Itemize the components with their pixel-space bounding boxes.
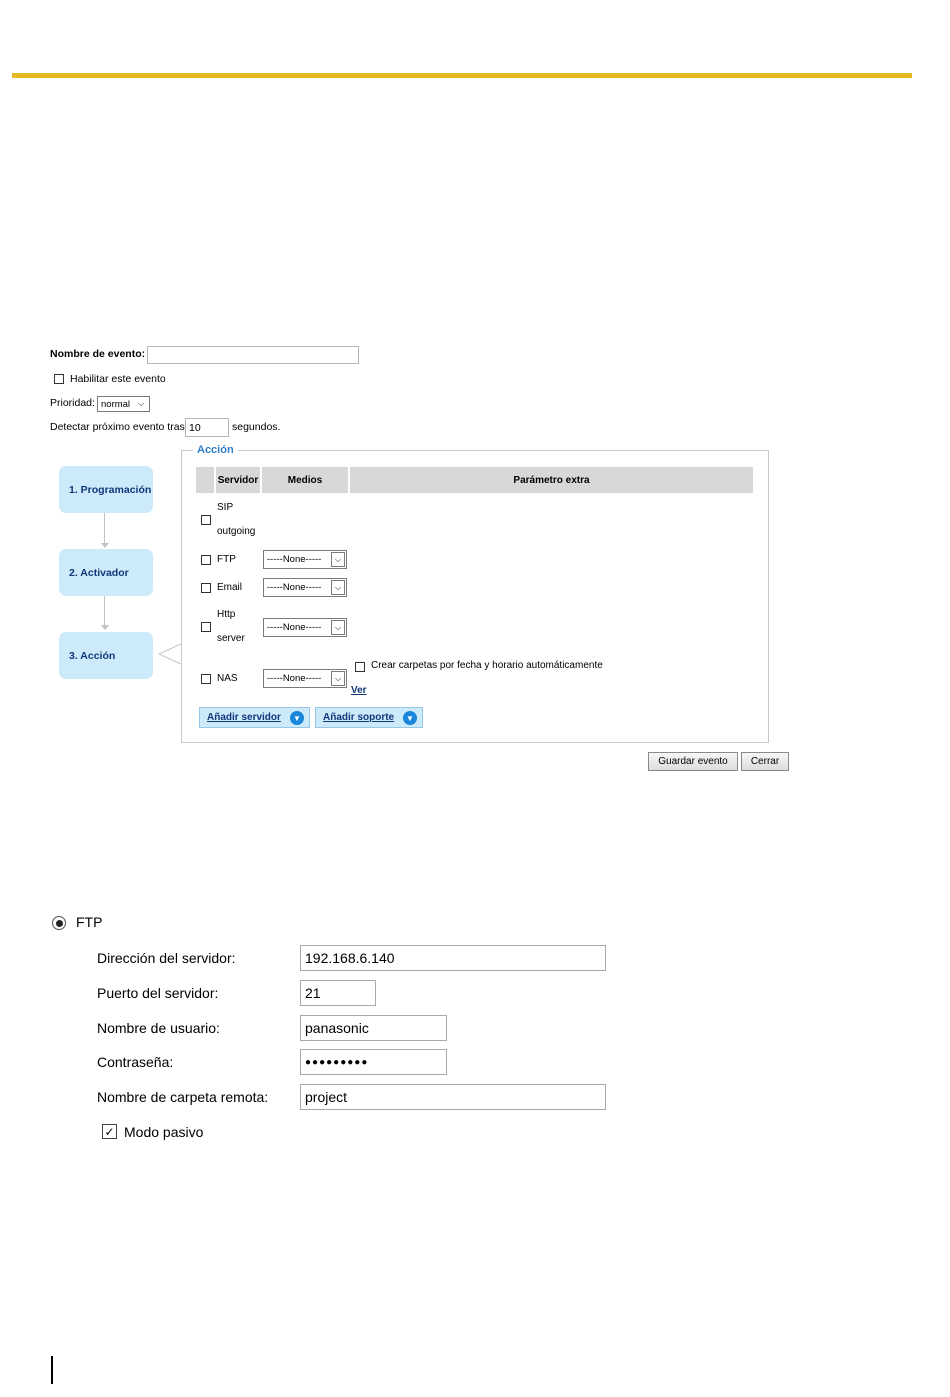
header-media: Medios <box>287 474 323 486</box>
server-checkbox-email[interactable] <box>201 583 211 593</box>
server-label: FTP <box>217 554 236 565</box>
media-select-ftp[interactable] <box>263 550 347 569</box>
username-input[interactable]: panasonic <box>300 1015 447 1041</box>
header-accent-bar <box>12 73 912 78</box>
server-checkbox-sip[interactable] <box>201 515 211 525</box>
add-media-button[interactable] <box>315 707 423 728</box>
step-connector <box>104 596 105 625</box>
server-label: Http <box>217 609 236 620</box>
arrow-down-icon <box>101 543 109 548</box>
media-select-value: -----None----- <box>267 582 322 593</box>
step-schedule[interactable]: 1. Programación <box>59 466 153 513</box>
detect-prefix-label: Detectar próximo evento tras <box>50 421 185 433</box>
password-input[interactable]: ●●●●●●●●● <box>300 1049 447 1075</box>
page-margin-rule <box>51 1356 53 1384</box>
detect-suffix-label: segundos. <box>232 421 281 433</box>
add-server-button[interactable] <box>199 707 310 728</box>
server-label: Email <box>217 582 243 593</box>
chevron-down-circle-icon: ▼ <box>290 711 304 725</box>
ftp-radio-label: FTP <box>76 914 103 930</box>
media-select-nas[interactable] <box>263 669 347 688</box>
enable-event-label: Habilitar este evento <box>70 373 166 385</box>
add-media-label: Añadir soporte <box>323 712 395 723</box>
priority-value: normal <box>101 398 131 410</box>
media-select-value: -----None----- <box>267 622 322 633</box>
server-port-label: Puerto del servidor: <box>97 985 219 1001</box>
event-name-label: Nombre de evento: <box>50 348 146 360</box>
passive-mode-checkbox[interactable] <box>102 1124 117 1139</box>
server-checkbox-ftp[interactable] <box>201 555 211 565</box>
header-server: Servidor <box>217 474 259 486</box>
step-trigger[interactable]: 2. Activador <box>59 549 153 596</box>
save-event-button[interactable]: Guardar evento <box>648 752 738 771</box>
media-select-http[interactable] <box>263 618 347 637</box>
step-connector <box>104 513 105 543</box>
create-folders-label: Crear carpetas por fecha y horario automáticamente <box>371 660 603 671</box>
step-action[interactable]: 3. Acción <box>59 632 153 679</box>
media-select-email[interactable] <box>263 578 347 597</box>
server-label: outgoing <box>217 526 256 537</box>
create-folders-checkbox[interactable] <box>355 662 365 672</box>
server-checkbox-http[interactable] <box>201 622 211 632</box>
chevron-down-circle-icon: ▼ <box>403 711 417 725</box>
server-label: SIP <box>217 502 234 513</box>
add-server-label: Añadir servidor <box>207 712 281 723</box>
username-label: Nombre de usuario: <box>97 1020 220 1036</box>
close-button[interactable]: Cerrar <box>741 752 789 771</box>
enable-event-checkbox[interactable] <box>54 374 64 384</box>
password-label: Contraseña: <box>97 1054 174 1070</box>
ftp-radio[interactable] <box>52 916 66 930</box>
chevron-down-icon: ⌵ <box>331 580 345 595</box>
remote-folder-label: Nombre de carpeta remota: <box>97 1089 269 1105</box>
passive-mode-label: Modo pasivo <box>124 1124 204 1140</box>
server-label: server <box>217 633 245 644</box>
remote-folder-input[interactable]: project <box>300 1084 606 1110</box>
checkmark-icon: ✓ <box>104 1124 115 1139</box>
chevron-down-icon: ⌵ <box>134 398 148 410</box>
media-select-value: -----None----- <box>267 673 322 684</box>
chevron-down-icon: ⌵ <box>331 552 345 567</box>
chevron-down-icon: ⌵ <box>331 671 345 686</box>
server-checkbox-nas[interactable] <box>201 674 211 684</box>
chevron-down-icon: ⌵ <box>331 620 345 635</box>
header-extra: Parámetro extra <box>513 474 590 486</box>
server-label: NAS <box>217 673 238 684</box>
server-port-input[interactable]: 21 <box>300 980 376 1006</box>
radio-selected-dot <box>56 920 63 927</box>
media-select-value: -----None----- <box>267 554 322 565</box>
event-name-input[interactable] <box>147 346 359 364</box>
view-link[interactable]: Ver <box>351 685 367 696</box>
server-address-label: Dirección del servidor: <box>97 950 236 966</box>
action-legend: Acción <box>193 444 238 456</box>
server-address-input[interactable]: 192.168.6.140 <box>300 945 606 971</box>
priority-label: Prioridad: <box>50 397 95 409</box>
callout-pointer <box>153 643 183 665</box>
arrow-down-icon <box>101 625 109 630</box>
priority-select[interactable] <box>97 396 150 412</box>
detect-seconds-input[interactable]: 10 <box>185 418 229 437</box>
